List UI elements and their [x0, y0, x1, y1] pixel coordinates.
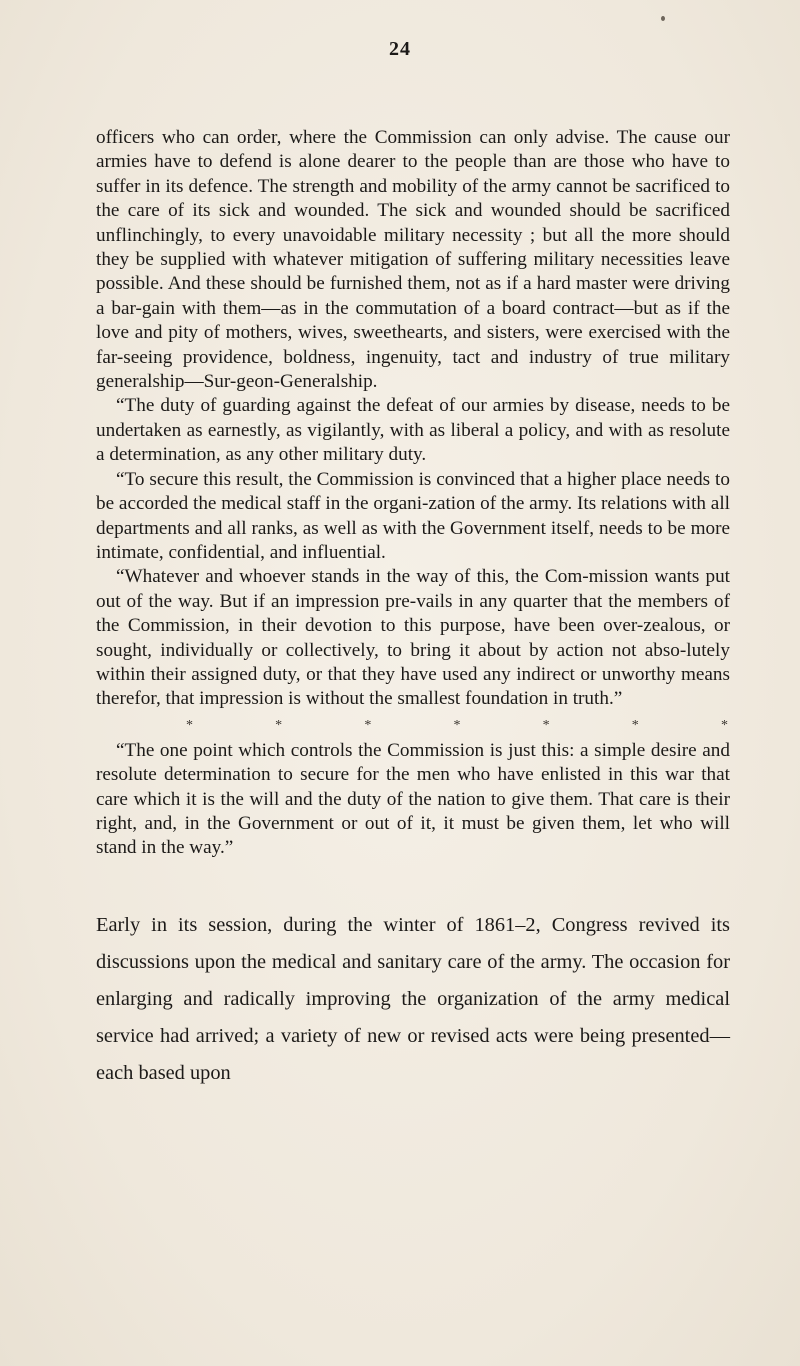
quote-paragraph-3: “To secure this result, the Commission is convinced that a higher place needs to be accorded the medical staff in the organi-zation of the army. Its relations with all departments and all ranks, as well as with the Government itself, needs to be more intimate, confidential, and influential.	[96, 468, 730, 563]
asterisk-mark: *	[275, 717, 283, 733]
page-number: 24	[389, 38, 411, 60]
body-text	[96, 907, 730, 1092]
asterisk-mark: *	[631, 717, 639, 733]
quoted-report-excerpt	[96, 126, 730, 861]
asterisk-mark: *	[453, 717, 461, 733]
asterisk-mark: *	[364, 717, 372, 733]
asterisk-mark: *	[720, 717, 728, 733]
quote-closing-paragraph: “The one point which controls the Commission is just this: a simple desire and resolute determination to secure for the men who have enlisted in this war that care which it is the will and the duty of the nation to give them. That care is their right, and, in the Government or out of it, it must be given them, let who will stand in the way.”	[96, 739, 730, 859]
asterisk-mark: *	[186, 717, 193, 733]
ellipsis-asterisks	[96, 716, 730, 736]
quote-paragraph-4: “Whatever and whoever stands in the way of this, the Com-mission wants put out of the way. But if an impression pre-vails in any quarter that the members of the Commission, in their devotion to this purpose, have been over-zealous, or sought, individually or collectively, to bring it about by action not abso-lutely within their assigned duty, or that they have used any indirect or unworthy means therefor, that impression is without the smallest foundation in truth.”	[96, 566, 730, 710]
ink-speck	[661, 16, 665, 21]
quote-paragraph-1: officers who can order, where the Commission can only advise. The cause our armies have to defend is alone dearer to the people than are those who have to suffer in its defence. The strength and mobility of the army cannot be sacrificed to the care of its sick and wounded. The sick and wounded should be sacrificed unflinchingly, to every unavoidable military necessity ; but all the more should they be supplied with whatever mitigation of suffering military necessities leave possible. And these should be furnished them, not as if a hard master were driving a bar-gain with them—as in the commutation of a board contract—but as if the love and pity of mothers, wives, sweethearts, and sisters, were exercised with the far-seeing providence, boldness, ingenuity, tact and industry of true military generalship—Sur-geon-Generalship.	[96, 127, 730, 393]
quote-paragraph-2: “The duty of guarding against the defeat of our armies by disease, needs to be undertaken as earnestly, as vigilantly, with as liberal a policy, and with as resolute a determination, as any other military duty.	[96, 395, 730, 466]
body-paragraph: Early in its session, during the winter of 1861–2, Congress revived its discussions upon the medical and sanitary care of the army. The occasion for enlarging and radically improving the organization of the army medical service had arrived; a variety of new or revised acts were being presented—each based upon	[96, 914, 730, 1084]
asterisk-mark: *	[542, 717, 550, 733]
